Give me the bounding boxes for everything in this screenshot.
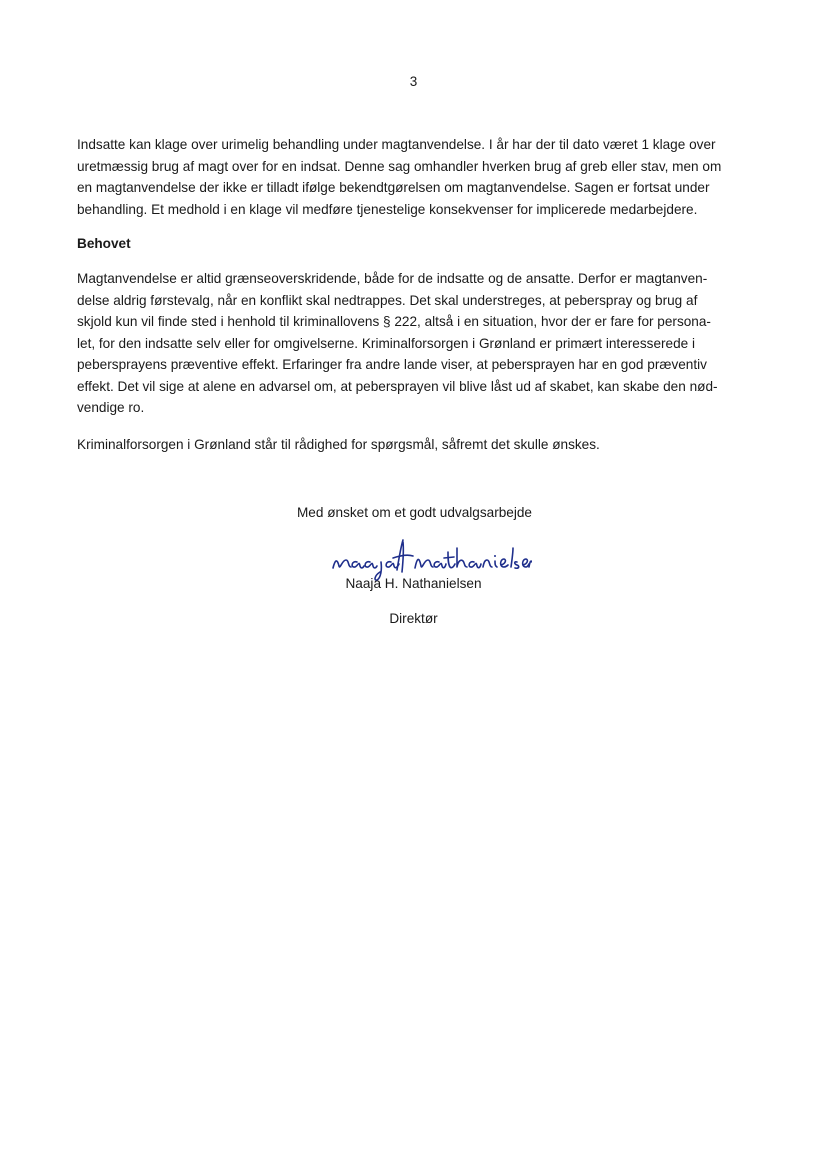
text-line: en magtanvendelse der ikke er tilladt ifølge bekendtgørelsen om magtanvendelse. Sagen er fortsat under [77, 180, 710, 195]
signer-name: Naaja H. Nathanielsen [345, 576, 482, 591]
text-line: vendige ro. [77, 400, 145, 415]
text-line: behandling. Et medhold i en klage vil medføre tjenestelige konsekvenser for implicerede medarbejdere. [77, 201, 698, 217]
closing-greeting: Med ønsket om et godt udvalgsarbejde [296, 505, 532, 520]
text-line: skjold kun vil finde sted i henhold til kriminallovens § 222, altså i en situation, hvor der er fare for persona- [77, 314, 711, 329]
text-line: pebersprayens præventive effekt. Erfaringer fra andre lande viser, at pebersprayen har en god præventiv [77, 357, 707, 372]
signer-title: Direktør [389, 611, 438, 626]
paragraph-need [77, 268, 749, 419]
page-number: 3 [409, 74, 418, 89]
text-line: Kriminalforsorgen i Grønland står til rådighed for spørgsmål, såfremt det skulle ønskes. [77, 437, 600, 452]
paragraph-contact [77, 434, 749, 456]
text-line: uretmæssig brug af magt over for en indsat. Denne sag omhandler hverken brug af greb eller stav, men om [77, 158, 722, 174]
text-line: Magtanvendelse er altid grænseoverskridende, både for de indsatte og de ansatte. Derfor er magtanven- [77, 271, 708, 286]
paragraph-complaints [77, 134, 749, 220]
text-line: Indsatte kan klage over urimelig behandling under magtanvendelse. I år har der til dato været 1 klage over [77, 137, 716, 152]
text-line: delse aldrig førstevalg, når en konflikt skal nedtrappes. Det skal understreges, at peberspray og brug af [77, 292, 698, 308]
section-heading: Behovet [77, 236, 131, 251]
text-line: effekt. Det vil sige at alene en advarsel om, at pebersprayen vil blive låst ud af skabet, kan skabe den nød- [77, 378, 718, 394]
text-line: let, for den indsatte selv eller for omgivelserne. Kriminalforsorgen i Grønland er primært interesserede i [77, 335, 696, 351]
